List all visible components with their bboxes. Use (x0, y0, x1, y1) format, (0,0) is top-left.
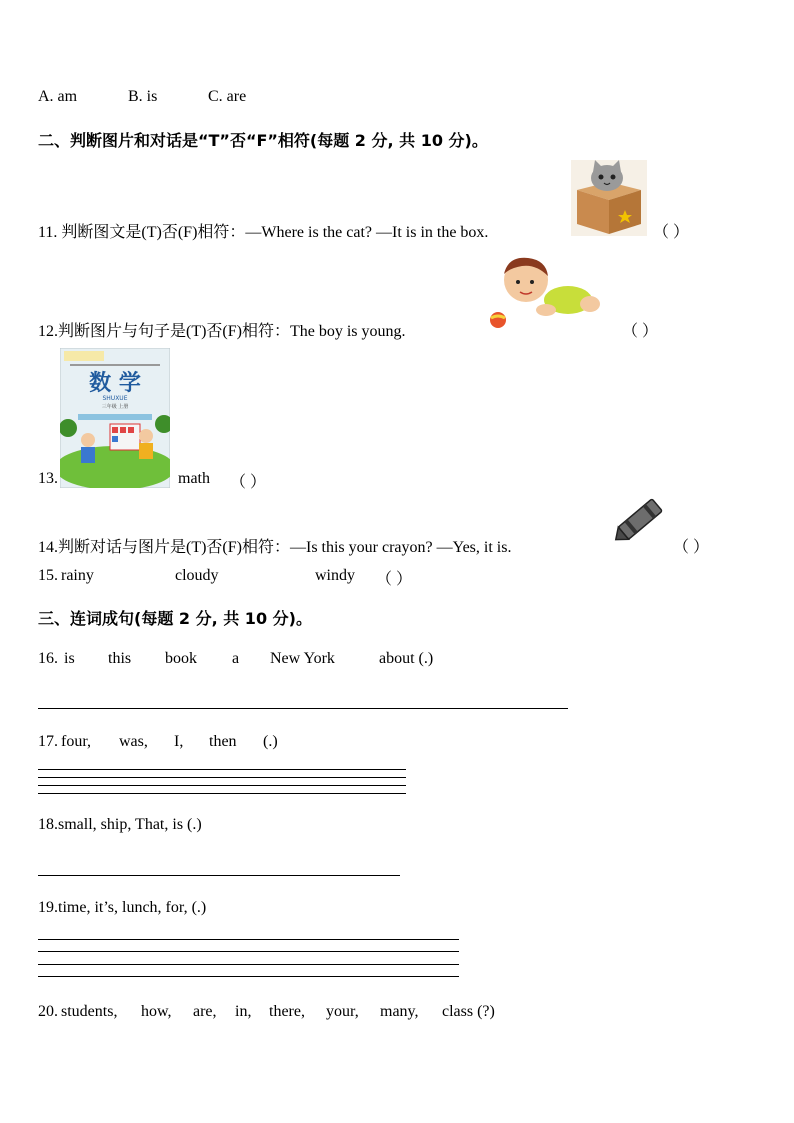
crayon-image (610, 492, 666, 550)
answer-line[interactable] (38, 964, 459, 965)
answer-line[interactable] (38, 976, 459, 977)
textbook-pinyin: SHUXUE (102, 395, 128, 402)
question-15-number: 15. (38, 567, 58, 584)
option-b: B. is (128, 88, 158, 105)
question-17-word: I, (174, 733, 184, 750)
answer-line[interactable] (38, 769, 406, 770)
question-12-text: 12.判断图片与句子是(T)否(F)相符：The boy is young. (38, 323, 406, 340)
question-16-word: book (165, 650, 197, 667)
question-19-text: 19.time, it’s, lunch, for, (.) (38, 899, 207, 916)
question-12-answer-blank[interactable]: （ ） (622, 323, 659, 340)
question-15-word-cloudy: cloudy (175, 567, 219, 584)
question-16-word: about (.) (379, 650, 434, 667)
question-15-word-rainy: rainy (61, 567, 94, 584)
question-13-word: math (178, 470, 210, 487)
answer-line[interactable] (38, 939, 459, 940)
question-20-word: your, (326, 1003, 359, 1020)
question-17-number: 17. (38, 733, 58, 750)
cat-in-box-image (571, 160, 647, 236)
crawling-boy-image (486, 252, 606, 332)
question-11-text: 11. 判断图文是(T)否(F)相符：—Where is the cat? —It is in the box. (38, 224, 489, 241)
question-15-word-windy: windy (315, 567, 355, 584)
question-16-number: 16. (38, 650, 58, 667)
question-20-number: 20. (38, 1003, 58, 1020)
question-20-word: class (?) (442, 1003, 495, 1020)
question-17-word: (.) (263, 733, 278, 750)
answer-line[interactable] (38, 793, 406, 794)
textbook-title: 数 学 (89, 370, 141, 396)
answer-line[interactable] (38, 785, 406, 786)
question-15-answer-blank[interactable]: （ ） (376, 571, 413, 588)
option-c: C. are (208, 88, 247, 105)
math-textbook-image (60, 348, 170, 488)
question-17-word: four, (61, 733, 92, 750)
question-20-word: many, (380, 1003, 419, 1020)
question-17-word: was, (119, 733, 148, 750)
question-20-word: in, (235, 1003, 252, 1020)
question-17-word: then (209, 733, 237, 750)
question-20-word: students, (61, 1003, 118, 1020)
question-14-text: 14.判断对话与图片是(T)否(F)相符：—Is this your crayon? —Yes, it is. (38, 539, 512, 556)
answer-line[interactable] (38, 777, 406, 778)
section-2-heading: 二、判断图片和对话是“T”否“F”相符(每题 2 分, 共 10 分)。 (38, 131, 488, 150)
answer-line[interactable] (38, 951, 459, 952)
textbook-grade: 三年级 上册 (101, 404, 129, 410)
question-18-text: 18.small, ship, That, is (.) (38, 816, 202, 833)
question-16-word: New York (270, 650, 335, 667)
question-20-word: there, (269, 1003, 305, 1020)
question-16-word: a (232, 650, 240, 667)
option-a: A. am (38, 88, 78, 105)
question-16-word: this (108, 650, 132, 667)
question-16-word: is (64, 650, 75, 667)
question-13-number: 13. (38, 470, 58, 487)
section-3-heading: 三、连词成句(每题 2 分, 共 10 分)。 (38, 609, 312, 628)
question-20-word: how, (141, 1003, 172, 1020)
answer-line[interactable] (38, 708, 568, 709)
question-20-word: are, (193, 1003, 217, 1020)
question-13-answer-blank[interactable]: （ ） (230, 474, 267, 491)
answer-line[interactable] (38, 875, 400, 876)
question-14-answer-blank[interactable]: （ ） (673, 539, 710, 556)
question-11-answer-blank[interactable]: （ ） (653, 224, 690, 241)
